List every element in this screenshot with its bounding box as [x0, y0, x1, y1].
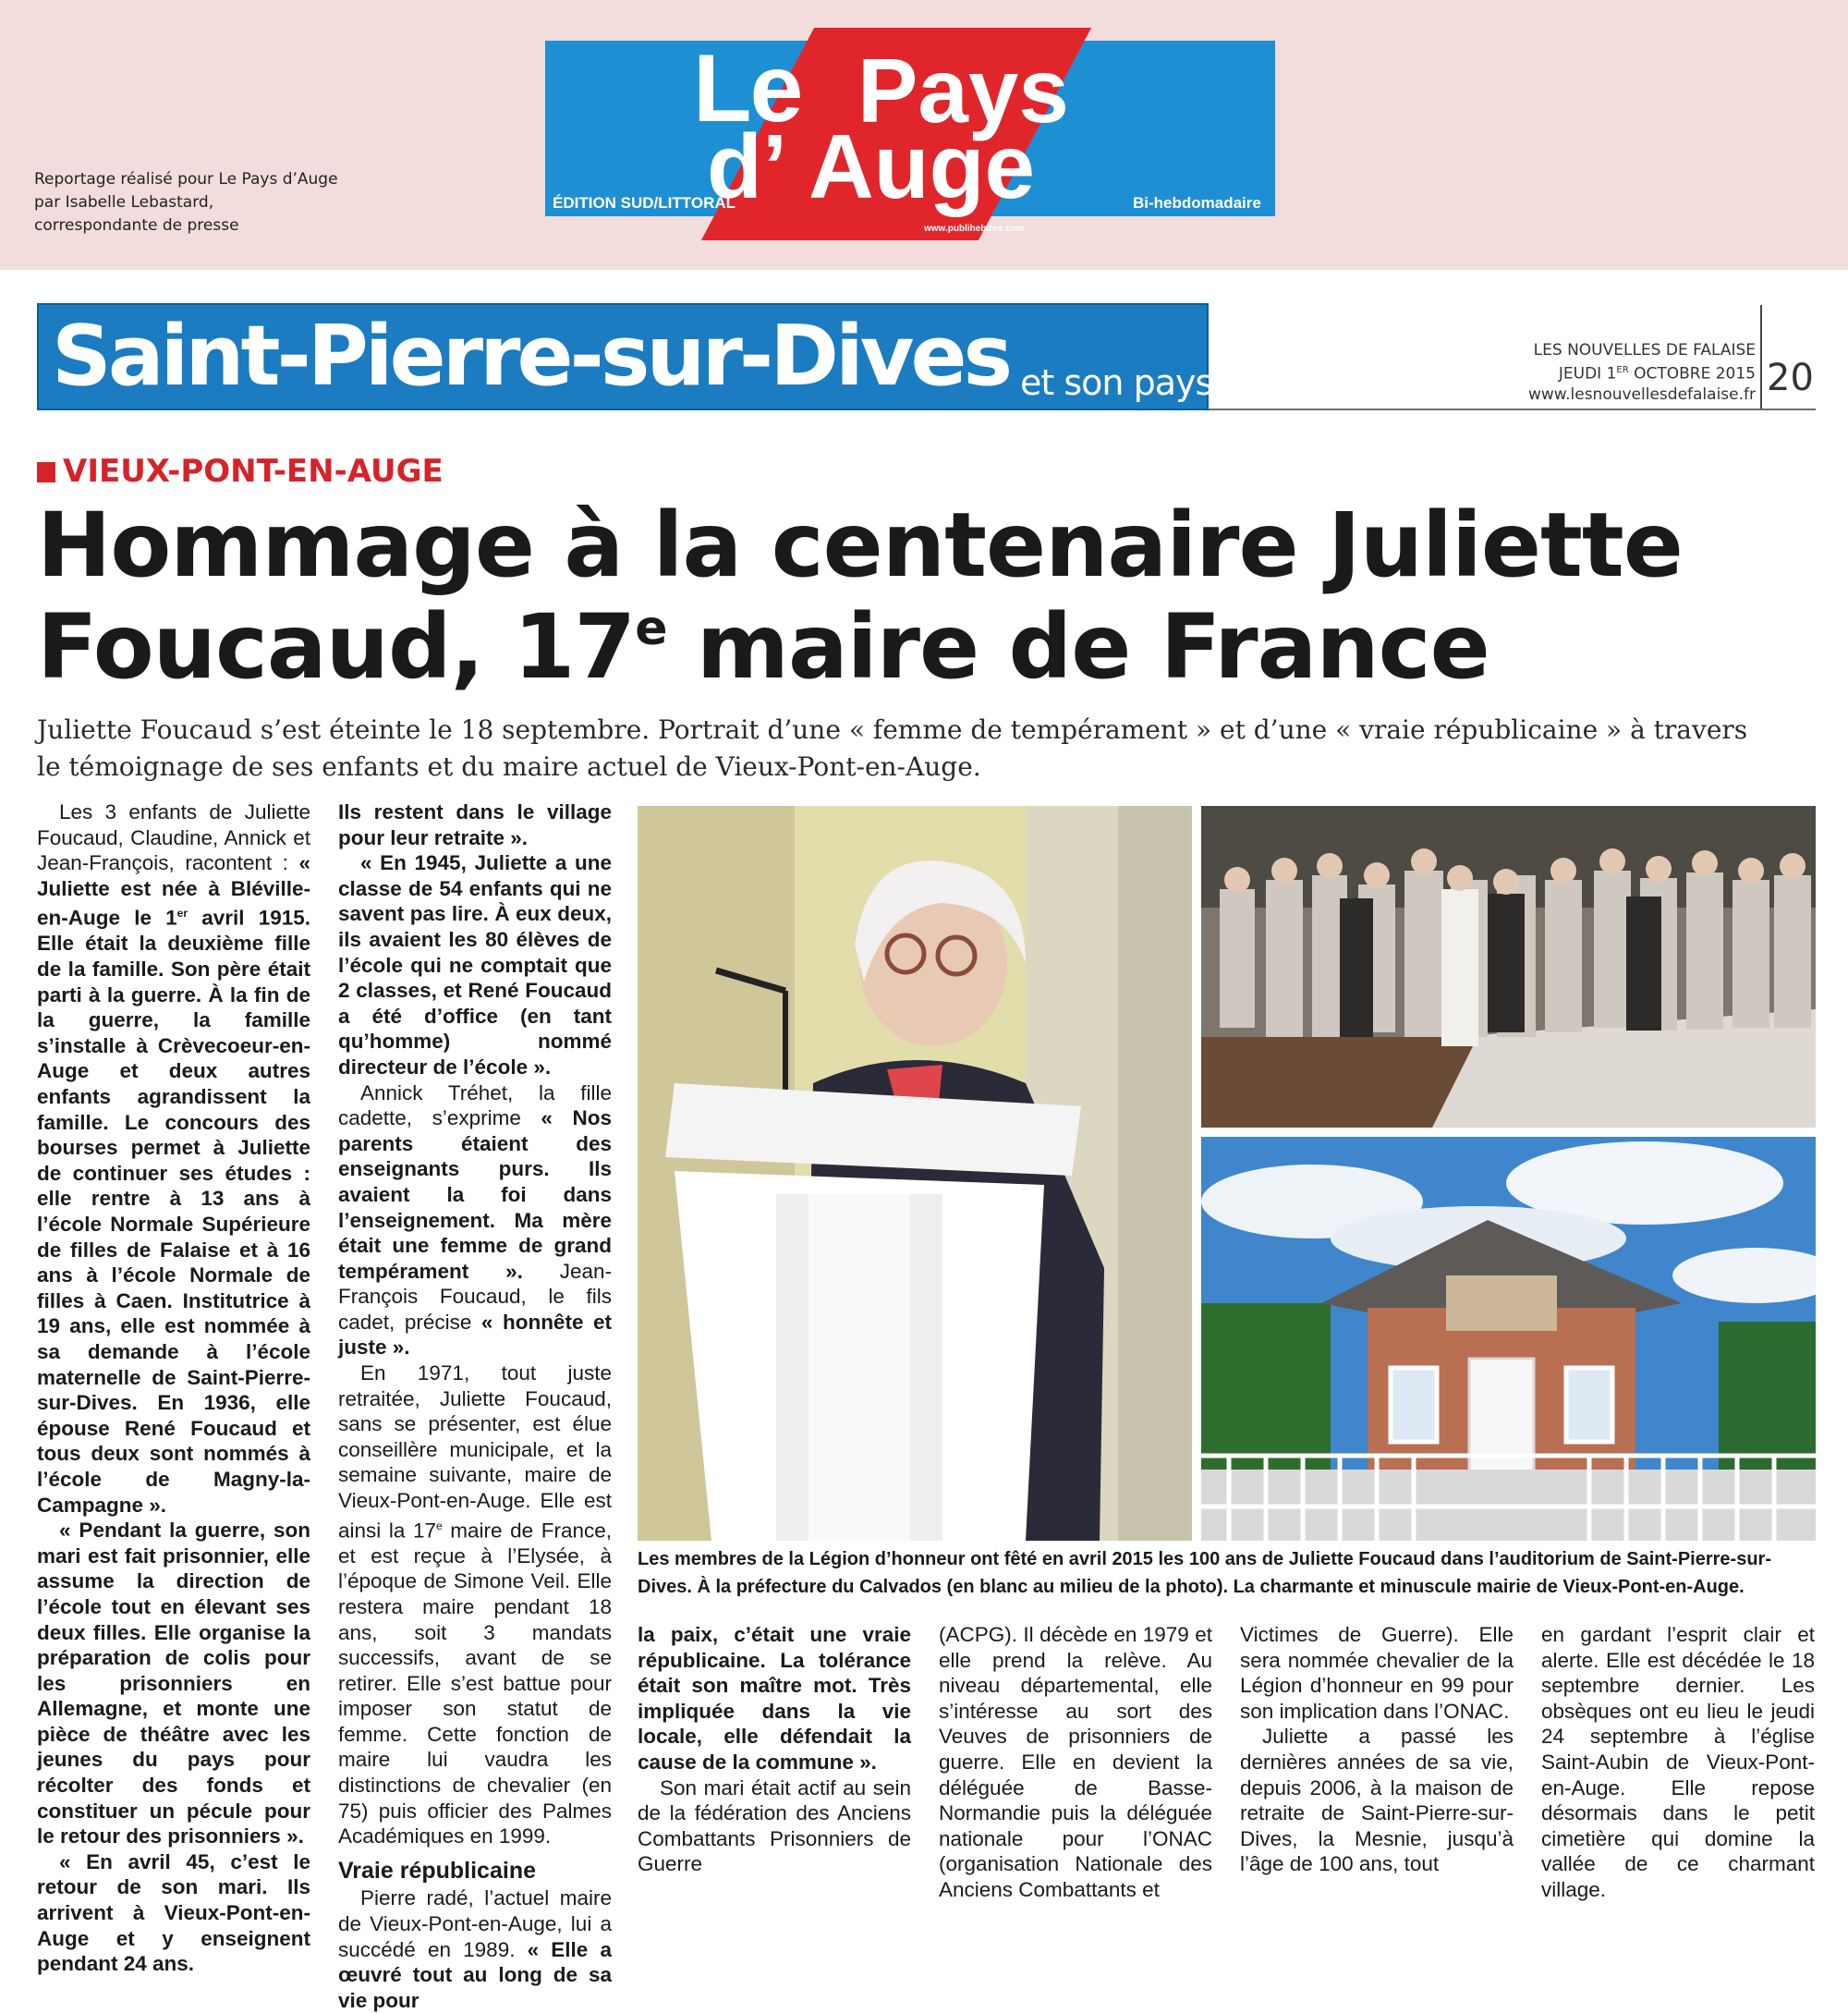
masthead-edition: ÉDITION SUD/LITTORAL [553, 194, 736, 212]
masthead-frequency: Bi-hebdomadaire [1133, 194, 1261, 212]
article-column-6 [1541, 1622, 1815, 1903]
masthead-pays: Pays [857, 40, 1069, 141]
col5-paragraph-2: Juliette a passé les dernières années de sa vie, depuis 2006, à la maison de retraite de Saint-Pierre-sur-Dives, la Mesnie, jusqu’à l’âge de 100 ans, tout [1240, 1725, 1514, 1876]
lectern-photo-illustration [638, 806, 1192, 1541]
col1-paragraph-2: « Pendant la guerre, son mari est fait prisonnier, elle assume la direction de l’école tout en élevant ses deux filles. Elle organise la préparation de colis pour les prisonniers en Allemagne, et monte une pièce de théâtre avec les jeunes du pays pour récolter des fonds et constituer un pécule pour le retour des prisonniers ». [37, 1519, 310, 1848]
section-subtitle: et son pays [1020, 362, 1213, 403]
article-column-4 [939, 1622, 1212, 1903]
photo-mairie-building [1201, 1137, 1816, 1541]
col2-paragraph-2: « En 1945, Juliette a une classe de 54 enfants qui ne savent pas lire. À eux deux, ils avaient les 80 élèves de l’école qui ne comptait que 2 classes, et René Foucaud a été d’office (en tant qu’homme) nommé directeur de l’école ». [338, 851, 612, 1079]
kicker-square-icon [37, 462, 55, 482]
col3-paragraph-1: la paix, c’était une vraie républicaine. La tolérance était son maître mot. Très impliquée dans la vie locale, elle défendait la cause de la commune ». [638, 1623, 911, 1774]
masthead-logo [545, 35, 1275, 234]
group-photo-illustration [1201, 806, 1816, 1128]
lede-line-1: Juliette Foucaud s’est éteinte le 18 septembre. Portrait d’une « femme de tempérament » et d’une « vraie républicaine » à travers [37, 714, 1748, 745]
publication-name: LES NOUVELLES DE FALAISE [1533, 341, 1756, 360]
article-column-2 [338, 799, 612, 2013]
mairie-photo-illustration [1201, 1137, 1816, 1541]
masthead-url: www.publihebdos.com [924, 224, 1025, 234]
masthead-d: d’ [707, 116, 788, 217]
credit-line-1: Reportage réalisé pour Le Pays d’Auge [34, 170, 338, 189]
col3-paragraph-2: Son mari était actif au sein de la fédération des Anciens Combattants Prisonniers de Guerre [638, 1775, 911, 1876]
headline-line-2: Foucaud, 17e maire de France [37, 595, 1489, 699]
lede-line-2: le témoignage de ses enfants et du maire actuel de Vieux-Pont-en-Auge. [37, 751, 981, 782]
col1-paragraph-3: « En avril 45, c’est le retour de son mari. Ils arrivent à Vieux-Pont-en-Auge et y enseignent pendant 24 ans. [37, 1849, 310, 1976]
credit-line-2: par Isabelle Lebastard, [34, 193, 214, 212]
col6-paragraph-1: en gardant l’esprit clair et alerte. Elle est décédée le 18 septembre dernier. Les obsèques ont eu lieu le jeudi 24 septembre à l’église Saint-Aubin de Vieux-Pont-en-Auge. Elle repose désormais dans le petit cimetière qui domine la vallée de ce charmant village. [1541, 1623, 1815, 1901]
col2-paragraph-4: En 1971, tout juste retraitée, Juliette Foucaud, sans se présenter, est élue conseillère municipale, et la semaine suivante, maire de Vieux-Pont-en-Auge. Elle est ainsi la 17e maire de France, et est reçue à l’Elysée, à l’époque de Simone Veil. Elle restera maire pendant 18 ans, soit 3 mandats successifs, avant de se retirer. Elle s’est battue pour imposer son statut de femme. Cette fonction de maire lui vaudra les distinctions de chevalier (en 75) puis officier des Palmes Académiques en 1999. [338, 1361, 612, 1848]
headline-line-1: Hommage à la centenaire Juliette [37, 494, 1683, 597]
masthead-auge: Auge [808, 116, 1035, 217]
publication-rule [1760, 305, 1762, 409]
photo-juliette-at-lectern [638, 806, 1192, 1541]
photo-prefecture-group [1201, 806, 1816, 1128]
section-title: Saint-Pierre-sur-Dives [52, 308, 1010, 405]
col4-paragraph-1: (ACPG). Il décède en 1979 et elle prend la relève. Au niveau départemental, elle s’intéresse au sort des Veuves de prisonniers de guerre. Elle en devient la déléguée de Basse-Normandie puis la déléguée nationale pour l’ONAC (organisation Nationale des Anciens Combattants et [939, 1623, 1212, 1901]
publication-date: JEUDI 1ER OCTOBRE 2015 [1558, 364, 1756, 384]
col2-paragraph-5: Pierre radé, l’actuel maire de Vieux-Pont-en-Auge, lui a succédé en 1989. « Elle a œuvré tout au long de sa vie pour [338, 1886, 612, 2012]
banner-rule [1209, 409, 1816, 410]
col2-paragraph-3: Annick Tréhet, la fille cadette, s’exprime « Nos parents étaient des enseignants purs. Ils avaient la foi dans l’enseignement. Ma mère était une femme de grand tempérament ». Jean-François Foucaud, le fils cadet, précise « honnête et juste ». [338, 1080, 612, 1360]
col2-subhead: Vraie républicaine [338, 1857, 536, 1884]
article-column-1 [37, 799, 310, 1977]
col2-paragraph-1: Ils restent dans le village pour leur retraite ». [338, 800, 612, 849]
photo-caption: Les membres de la Légion d’honneur ont fêté en avril 2015 les 100 ans de Juliette Foucaud dans l’auditorium de Saint-Pierre-sur-Dives. À la préfecture du Calvados (en blanc au milieu de la photo). La charmante et minuscule mairie de Vieux-Pont-en-Auge. [638, 1549, 1771, 1597]
article-column-3 [638, 1622, 911, 1877]
publication-info [1460, 340, 1756, 405]
credit-line-3: correspondante de presse [34, 216, 239, 235]
col1-paragraph-1: Les 3 enfants de Juliette Foucaud, Claudine, Annick et Jean-François, racontent : « Juliette est née à Bléville-en-Auge le 1er avril 1915. Elle était la deuxième fille de la famille. Son père était parti à la guerre. À la fin de la guerre, la famille s’installe à Crèvecoeur-en-Auge et deux autres enfants agrandissent la famille. Le concours des bourses permet à Juliette de continuer ses études : elle rentre à 13 ans à l’école Normale Supérieure de filles de Falaise et à 16 ans à l’école Normale de filles à Caen. Institutrice à 19 ans, elle est nommée à sa demande à l’école maternelle de Saint-Pierre-sur-Dives. En 1936, elle épouse René Foucaud et tous deux sont nommés à l’école de Magny-la-Campagne ». [37, 800, 310, 1517]
kicker-text: VIEUX-PONT-EN-AUGE [63, 453, 444, 490]
article-kicker [37, 453, 444, 490]
article-headline [37, 494, 1820, 698]
article-lede [37, 712, 1830, 786]
section-banner [37, 303, 1213, 410]
page-number: 20 [1767, 357, 1814, 399]
publication-website: www.lesnouvellesdefalaise.fr [1527, 384, 1756, 404]
masthead-le: Le [693, 35, 802, 142]
report-credit [34, 168, 385, 238]
article-column-5 [1240, 1622, 1514, 1877]
col5-paragraph-1: Victimes de Guerre). Elle sera nommée chevalier de la Légion d’honneur en 99 pour son implication dans l’ONAC. [1240, 1623, 1514, 1723]
